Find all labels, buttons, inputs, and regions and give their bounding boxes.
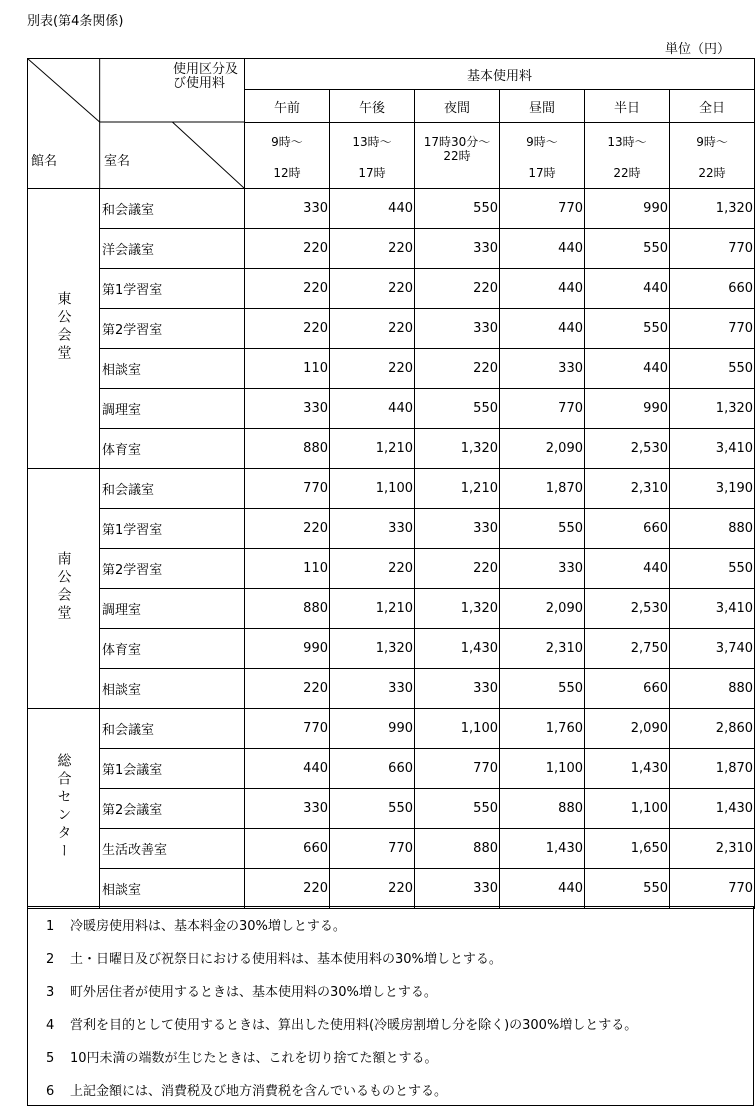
note-number: 5 [46, 1051, 55, 1066]
fee-cell: 440 [500, 309, 585, 349]
note-text: 町外居住者が使用するときは、基本使用料の30%増しとする。 [70, 985, 437, 1000]
fee-cell: 220 [415, 269, 500, 309]
basic-fee-header: 基本使用料 [245, 59, 755, 90]
note-line [46, 1014, 637, 1033]
table-row [28, 629, 755, 669]
fee-cell: 770 [500, 389, 585, 429]
room-name: 和会議室 [100, 709, 245, 749]
fee-cell: 1,320 [670, 389, 755, 429]
fee-cell: 1,100 [330, 469, 415, 509]
period-name: 午前 [245, 90, 330, 123]
fee-cell: 1,430 [500, 829, 585, 869]
note-line [46, 1047, 438, 1066]
fee-cell: 550 [500, 669, 585, 709]
note-line [46, 981, 437, 1000]
fee-cell: 440 [500, 229, 585, 269]
fee-cell: 2,310 [500, 629, 585, 669]
table-row [28, 509, 755, 549]
fee-cell: 220 [245, 229, 330, 269]
fee-cell: 660 [585, 669, 670, 709]
fee-cell: 1,320 [330, 629, 415, 669]
fee-cell: 880 [415, 829, 500, 869]
fee-cell: 1,430 [670, 789, 755, 829]
fee-cell: 2,090 [500, 429, 585, 469]
fee-cell: 2,310 [585, 469, 670, 509]
room-name: 体育室 [100, 629, 245, 669]
room-column-header: 室名 [104, 154, 131, 169]
unit-label: 単位（円） [665, 42, 731, 57]
period-name: 全日 [670, 90, 755, 123]
table-row [28, 709, 755, 749]
fee-cell: 2,750 [585, 629, 670, 669]
fee-cell: 770 [500, 189, 585, 229]
period-time-from: 13時～ [352, 135, 392, 149]
table-row [28, 229, 755, 269]
room-name: 第1学習室 [100, 269, 245, 309]
fee-cell: 1,320 [415, 589, 500, 629]
fee-cell: 880 [670, 509, 755, 549]
room-name: 相談室 [100, 669, 245, 709]
hall-name: 南公会堂 [55, 550, 72, 623]
fee-cell: 1,100 [500, 749, 585, 789]
table-row [28, 189, 755, 229]
hall-column-header: 館名 [31, 154, 58, 169]
fee-cell: 440 [330, 389, 415, 429]
fee-cell: 1,870 [670, 749, 755, 789]
fee-cell: 770 [415, 749, 500, 789]
hall-name: 総合センター [55, 752, 72, 861]
table-row [28, 469, 755, 509]
table-row [28, 749, 755, 789]
fee-cell: 660 [245, 829, 330, 869]
table-row [28, 589, 755, 629]
fee-cell: 1,650 [585, 829, 670, 869]
table-row [28, 349, 755, 389]
note-number: 4 [46, 1018, 55, 1033]
period-name: 夜間 [415, 90, 500, 123]
fee-cell: 770 [330, 829, 415, 869]
fee-cell: 3,190 [670, 469, 755, 509]
fee-cell: 220 [245, 669, 330, 709]
fee-cell: 330 [330, 509, 415, 549]
fee-cell: 770 [245, 469, 330, 509]
period-time [245, 123, 330, 189]
table-row [28, 429, 755, 469]
room-name: 第2学習室 [100, 549, 245, 589]
fee-cell: 770 [670, 309, 755, 349]
fee-cell: 220 [330, 549, 415, 589]
fee-cell: 2,860 [670, 709, 755, 749]
fee-cell: 1,100 [415, 709, 500, 749]
room-name: 調理室 [100, 589, 245, 629]
period-time-to: 17時 [528, 166, 556, 180]
fee-cell: 770 [245, 709, 330, 749]
fee-cell: 330 [500, 549, 585, 589]
fee-cell: 880 [500, 789, 585, 829]
fee-cell: 440 [500, 269, 585, 309]
period-time [670, 123, 755, 189]
fee-cell: 2,530 [585, 589, 670, 629]
fee-cell: 550 [585, 229, 670, 269]
fee-cell: 550 [585, 309, 670, 349]
hall-name-cell [28, 469, 100, 709]
fee-cell: 550 [415, 189, 500, 229]
fee-cell: 3,410 [670, 429, 755, 469]
fee-cell: 990 [330, 709, 415, 749]
fee-cell: 550 [670, 549, 755, 589]
note-text: 10円未満の端数が生じたときは、これを切り捨てた額とする。 [70, 1051, 438, 1066]
table-row [28, 869, 755, 909]
note-line [46, 948, 502, 967]
table-row [28, 269, 755, 309]
period-time-to: 12時 [273, 166, 301, 180]
fee-cell: 880 [245, 429, 330, 469]
fee-cell: 220 [245, 269, 330, 309]
room-name: 第1学習室 [100, 509, 245, 549]
period-time-from: 9時～ [696, 135, 728, 149]
note-number: 6 [46, 1084, 55, 1099]
period-time [330, 123, 415, 189]
fee-cell: 440 [245, 749, 330, 789]
fee-cell: 1,100 [585, 789, 670, 829]
fee-cell: 440 [585, 269, 670, 309]
fee-cell: 990 [585, 389, 670, 429]
fee-cell: 880 [245, 589, 330, 629]
fee-cell: 220 [330, 869, 415, 909]
fee-cell: 110 [245, 549, 330, 589]
period-time-to: 22時 [698, 166, 726, 180]
period-time [415, 123, 500, 189]
note-line [46, 1080, 447, 1099]
fee-cell: 660 [330, 749, 415, 789]
fee-cell: 220 [245, 509, 330, 549]
period-time-to: 22時 [443, 149, 471, 163]
fee-cell: 330 [415, 229, 500, 269]
room-name: 和会議室 [100, 469, 245, 509]
fee-cell: 220 [245, 869, 330, 909]
room-name: 相談室 [100, 349, 245, 389]
fee-cell: 770 [670, 229, 755, 269]
fee-cell: 3,410 [670, 589, 755, 629]
period-time-from: 17時30分～ [423, 135, 491, 149]
note-text: 営利を目的として使用するときは、算出した使用料(冷暖房割増し分を除く)の300%増しとする。 [70, 1018, 638, 1033]
fee-cell: 110 [245, 349, 330, 389]
fee-cell: 550 [585, 869, 670, 909]
fee-cell: 550 [330, 789, 415, 829]
fee-cell: 330 [330, 669, 415, 709]
room-name: 和会議室 [100, 189, 245, 229]
table-row [28, 549, 755, 589]
room-name: 第2学習室 [100, 309, 245, 349]
header-corner-cell [28, 59, 245, 189]
fee-cell: 440 [585, 349, 670, 389]
room-name: 第1会議室 [100, 749, 245, 789]
room-name: 相談室 [100, 869, 245, 909]
fee-cell: 1,760 [500, 709, 585, 749]
note-number: 1 [46, 919, 55, 934]
fee-cell: 1,430 [585, 749, 670, 789]
table-row [28, 389, 755, 429]
period-name: 午後 [330, 90, 415, 123]
notes-box [27, 906, 754, 1106]
fee-cell: 220 [415, 349, 500, 389]
fee-cell: 1,870 [500, 469, 585, 509]
fee-cell: 1,210 [415, 469, 500, 509]
fee-cell: 2,310 [670, 829, 755, 869]
fee-cell: 330 [245, 389, 330, 429]
fee-cell: 880 [670, 669, 755, 709]
room-name: 体育室 [100, 429, 245, 469]
fee-cell: 220 [330, 269, 415, 309]
fee-cell: 770 [670, 869, 755, 909]
fee-cell: 330 [415, 509, 500, 549]
note-text: 土・日曜日及び祝祭日における使用料は、基本使用料の30%増しとする。 [70, 952, 502, 967]
period-time [500, 123, 585, 189]
fee-cell: 660 [585, 509, 670, 549]
period-name: 昼間 [500, 90, 585, 123]
fee-cell: 440 [500, 869, 585, 909]
note-number: 2 [46, 952, 55, 967]
note-number: 3 [46, 985, 55, 1000]
fee-table [27, 58, 755, 909]
period-time [585, 123, 670, 189]
fee-cell: 1,320 [670, 189, 755, 229]
fee-cell: 550 [415, 789, 500, 829]
hall-name-cell [28, 709, 100, 909]
fee-cell: 220 [415, 549, 500, 589]
fee-cell: 330 [415, 309, 500, 349]
fee-cell: 990 [245, 629, 330, 669]
fee-cell: 1,210 [330, 429, 415, 469]
hall-name: 東公会堂 [55, 290, 72, 363]
fee-cell: 1,210 [330, 589, 415, 629]
fee-cell: 2,530 [585, 429, 670, 469]
fee-cell: 550 [500, 509, 585, 549]
fee-cell: 330 [415, 669, 500, 709]
header-row-group [28, 59, 755, 90]
room-name: 第2会議室 [100, 789, 245, 829]
note-text: 冷暖房使用料は、基本料金の30%増しとする。 [70, 919, 346, 934]
period-time-from: 13時～ [607, 135, 647, 149]
fee-cell: 660 [670, 269, 755, 309]
fee-cell: 440 [585, 549, 670, 589]
period-time-from: 9時～ [271, 135, 303, 149]
fee-cell: 2,090 [500, 589, 585, 629]
table-row [28, 309, 755, 349]
fee-cell: 220 [330, 309, 415, 349]
fee-cell: 330 [415, 869, 500, 909]
fee-cell: 1,320 [415, 429, 500, 469]
table-row [28, 829, 755, 869]
fee-cell: 330 [500, 349, 585, 389]
period-time-from: 9時～ [526, 135, 558, 149]
page-caption: 別表(第4条関係) [27, 14, 124, 29]
fee-cell: 330 [245, 789, 330, 829]
room-name: 生活改善室 [100, 829, 245, 869]
period-time-to: 17時 [358, 166, 386, 180]
fee-cell: 1,430 [415, 629, 500, 669]
period-time-to: 22時 [613, 166, 641, 180]
hall-name-cell [28, 189, 100, 469]
note-line [46, 915, 346, 934]
room-name: 調理室 [100, 389, 245, 429]
fee-cell: 550 [415, 389, 500, 429]
fee-cell: 3,740 [670, 629, 755, 669]
table-row [28, 789, 755, 829]
period-name: 半日 [585, 90, 670, 123]
fee-cell: 550 [670, 349, 755, 389]
note-text: 上記金額には、消費税及び地方消費税を含んでいるものとする。 [70, 1084, 448, 1099]
fee-cell: 220 [245, 309, 330, 349]
fee-cell: 220 [330, 349, 415, 389]
fee-cell: 2,090 [585, 709, 670, 749]
room-name: 洋会議室 [100, 229, 245, 269]
fee-cell: 440 [330, 189, 415, 229]
corner-usage-label: 使用区分及び使用料 [173, 62, 239, 91]
fee-cell: 330 [245, 189, 330, 229]
table-row [28, 669, 755, 709]
fee-cell: 220 [330, 229, 415, 269]
fee-cell: 990 [585, 189, 670, 229]
